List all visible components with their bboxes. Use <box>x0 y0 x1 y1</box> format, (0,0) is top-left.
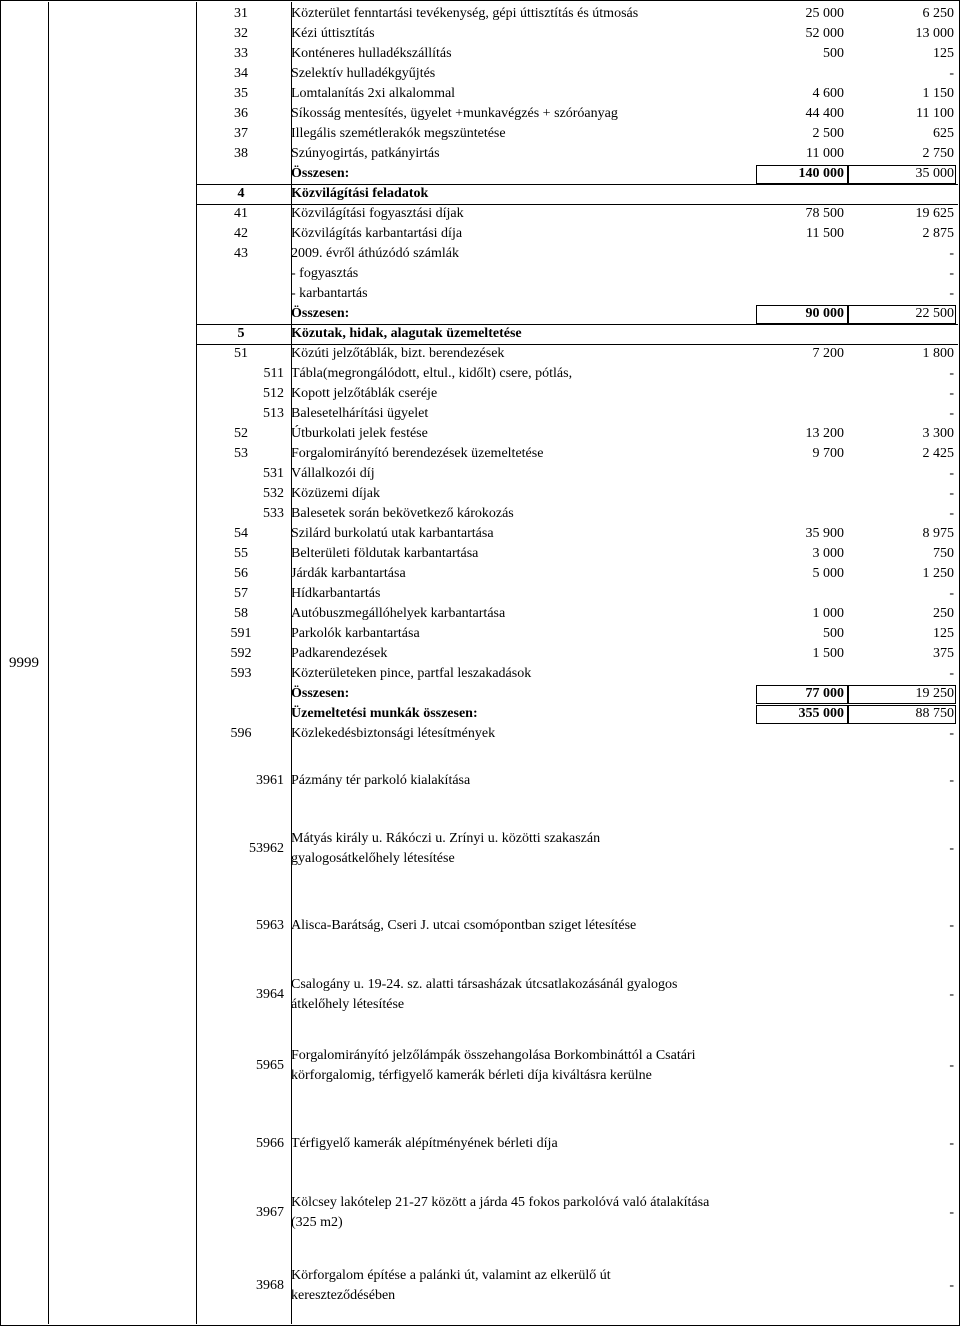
row-number: 592 <box>230 646 252 661</box>
value-box <box>756 305 848 324</box>
project-number: 3964 <box>256 986 284 1002</box>
value-total: 2 500 <box>812 126 844 141</box>
row-number: 513 <box>263 406 284 421</box>
row-description: Közterületeken pince, partfal leszakadások <box>291 666 532 681</box>
value-total: 13 200 <box>805 426 844 441</box>
project-row <box>196 911 958 941</box>
row-number: 58 <box>234 606 248 621</box>
value-quarter: - <box>949 386 954 401</box>
row-description: Forgalomirányító berendezések üzemeltetése <box>291 446 544 461</box>
value-total: 500 <box>823 46 844 61</box>
table-row <box>196 44 958 64</box>
row-description: Balesetelhárítási ügyelet <box>291 406 429 421</box>
value-quarter: - <box>949 466 954 481</box>
table-row <box>196 344 958 364</box>
value-quarter: 125 <box>933 46 954 61</box>
value-quarter: - <box>949 773 954 788</box>
row-description: Közutak, hidak, alagutak üzemeltetése <box>291 326 522 341</box>
value-quarter: 1 250 <box>922 566 954 581</box>
table-row <box>196 444 958 464</box>
row-description: 2009. évről áthúzódó számlák <box>291 246 459 261</box>
value-quarter: 2 875 <box>922 226 954 241</box>
value-quarter: 13 000 <box>915 26 954 41</box>
value-total: 11 000 <box>806 146 844 161</box>
value-quarter: - <box>949 1136 954 1151</box>
table-row <box>196 524 958 544</box>
row-description: Összesen: <box>291 166 350 181</box>
value-total: 9 700 <box>812 446 844 461</box>
project-row <box>196 1190 958 1235</box>
value-quarter: - <box>949 66 954 81</box>
row-description: Közüzemi díjak <box>291 486 381 501</box>
value-total: 35 900 <box>805 526 844 541</box>
row-description: Konténeres hulladékszállítás <box>291 46 452 61</box>
row-number: 596 <box>230 726 252 741</box>
row-number: 57 <box>234 586 248 601</box>
row-number: 34 <box>234 66 248 81</box>
table-row <box>196 184 958 204</box>
value-quarter: - <box>949 840 954 856</box>
row-description: Kopott jelzőtáblák cseréje <box>291 386 438 401</box>
value-quarter: - <box>949 266 954 281</box>
value-total: 1 500 <box>812 646 844 661</box>
table-row <box>196 24 958 44</box>
value-total: 1 000 <box>812 606 844 621</box>
table-row <box>196 284 958 304</box>
value-quarter: - <box>949 986 954 1002</box>
project-row <box>196 1036 958 1096</box>
row-description: Üzemeltetési munkák összesen: <box>291 706 478 721</box>
row-description: Összesen: <box>291 306 350 321</box>
value-total: 25 000 <box>805 6 844 21</box>
row-description: Útburkolati jelek festése <box>291 426 428 441</box>
row-description: Balesetek során bekövetkező károkozás <box>291 506 514 521</box>
row-number: 43 <box>234 246 248 261</box>
row-description: Közúti jelzőtáblák, bizt. berendezések <box>291 346 505 361</box>
value-quarter: 1 800 <box>922 346 954 361</box>
row-number: 37 <box>234 126 248 141</box>
project-number: 3967 <box>256 1204 284 1220</box>
row-number: 4 <box>237 186 245 201</box>
value-box <box>756 685 848 704</box>
table-row <box>196 424 958 444</box>
row-description: - fogyasztás <box>291 266 359 281</box>
table-row <box>196 504 958 524</box>
value-total: 90 000 <box>805 306 844 321</box>
table-row <box>196 124 958 144</box>
value-quarter: 125 <box>933 626 954 641</box>
row-description: Hídkarbantartás <box>291 586 381 601</box>
value-quarter: - <box>949 486 954 501</box>
value-box <box>848 165 956 184</box>
row-number: 531 <box>263 466 284 481</box>
value-total: 11 500 <box>806 226 844 241</box>
row-description: Lomtalanítás 2xi alkalommal <box>291 86 456 101</box>
value-total: 7 200 <box>812 346 844 361</box>
value-quarter: - <box>949 366 954 381</box>
value-quarter: 2 750 <box>922 146 954 161</box>
project-row <box>196 826 958 871</box>
row-number: 36 <box>234 106 248 121</box>
value-quarter: 8 975 <box>922 526 954 541</box>
table-row <box>196 464 958 484</box>
row-number: 42 <box>234 226 248 241</box>
table-row <box>196 324 958 344</box>
row-number: 512 <box>263 386 284 401</box>
row-number: 511 <box>263 366 284 381</box>
value-total: 78 500 <box>805 206 844 221</box>
table-row <box>196 264 958 284</box>
column-divider <box>48 2 49 1324</box>
value-quarter: 750 <box>933 546 954 561</box>
value-quarter: 625 <box>933 126 954 141</box>
value-quarter: 1 150 <box>922 86 954 101</box>
value-quarter: 22 500 <box>915 306 954 321</box>
value-total: 355 000 <box>798 706 844 721</box>
row-description: Szelektív hulladékgyűjtés <box>291 66 436 81</box>
row-description: Közvilágítási fogyasztási díjak <box>291 206 464 221</box>
project-description: Mátyás király u. Rákóczi u. Zrínyi u. közötti szakaszán gyalogosátkelőhely létesítése <box>291 830 601 866</box>
row-description: Összesen: <box>291 686 350 701</box>
row-description: - karbantartás <box>291 286 368 301</box>
value-box <box>756 165 848 184</box>
row-description: Tábla(megrongálódott, eltul., kidőlt) csere, pótlás, <box>291 366 573 381</box>
project-row <box>196 1129 958 1159</box>
row-number: 31 <box>234 6 248 21</box>
value-quarter: 19 250 <box>915 686 954 701</box>
row-description: Kézi úttisztítás <box>291 26 375 41</box>
project-description: Körforgalom építése a palánki út, valamint az elkerülő út kereszteződésében <box>291 1267 611 1303</box>
table-row <box>196 724 958 744</box>
project-number: 53962 <box>249 840 284 856</box>
value-total: 77 000 <box>805 686 844 701</box>
value-quarter: - <box>949 246 954 261</box>
table-row <box>196 4 958 24</box>
row-description: Közvilágítási feladatok <box>291 186 429 201</box>
value-total: 44 400 <box>805 106 844 121</box>
row-description: Szúnyogirtás, patkányirtás <box>291 146 440 161</box>
project-number: 3961 <box>256 773 284 788</box>
value-quarter: - <box>949 506 954 521</box>
table-row <box>196 64 958 84</box>
value-quarter: - <box>949 666 954 681</box>
section-line <box>196 324 958 325</box>
table-row <box>196 364 958 384</box>
table-row <box>196 644 958 664</box>
value-quarter: 11 100 <box>916 106 954 121</box>
table-row <box>196 244 958 264</box>
row-number: 591 <box>230 626 252 641</box>
row-number: 53 <box>234 446 248 461</box>
value-total: 3 000 <box>812 546 844 561</box>
value-total: 500 <box>823 626 844 641</box>
value-total: 5 000 <box>812 566 844 581</box>
value-quarter: - <box>949 1277 954 1293</box>
row-number: 533 <box>263 506 284 521</box>
value-quarter: 88 750 <box>915 706 954 721</box>
project-number: 5965 <box>256 1058 284 1073</box>
row-description: Belterületi földutak karbantartása <box>291 546 479 561</box>
value-quarter: - <box>949 406 954 421</box>
row-description: Szilárd burkolatú utak karbantartása <box>291 526 494 541</box>
value-quarter: - <box>949 726 954 741</box>
value-total: 52 000 <box>805 26 844 41</box>
project-number: 5963 <box>256 918 284 933</box>
table-row <box>196 664 958 684</box>
project-number: 3968 <box>256 1277 284 1293</box>
table-row <box>196 584 958 604</box>
value-quarter: - <box>949 1204 954 1220</box>
section-line <box>196 184 958 185</box>
row-description: Járdák karbantartása <box>291 566 406 581</box>
value-quarter: 250 <box>933 606 954 621</box>
row-number: 56 <box>234 566 248 581</box>
row-description: Parkolók karbantartása <box>291 626 420 641</box>
table-row <box>196 404 958 424</box>
row-number: 5 <box>237 326 245 341</box>
row-number: 38 <box>234 146 248 161</box>
value-quarter: 19 625 <box>915 206 954 221</box>
row-number: 52 <box>234 426 248 441</box>
side-code: 9999 <box>9 654 39 671</box>
value-quarter: 6 250 <box>922 6 954 21</box>
row-description: Közvilágítás karbantartási díja <box>291 226 463 241</box>
value-quarter: 2 425 <box>922 446 954 461</box>
value-quarter: - <box>949 586 954 601</box>
value-box <box>848 685 956 704</box>
row-number: 51 <box>234 346 248 361</box>
table-row <box>196 144 958 164</box>
table-row <box>196 604 958 624</box>
value-quarter: - <box>949 1058 954 1073</box>
row-number: 532 <box>263 486 284 501</box>
table-row <box>196 224 958 244</box>
table-row <box>196 104 958 124</box>
value-box <box>848 705 956 724</box>
table-row <box>196 384 958 404</box>
value-quarter: 3 300 <box>922 426 954 441</box>
table-row <box>196 544 958 564</box>
table-row <box>196 624 958 644</box>
project-description: Pázmány tér parkoló kialakítása <box>291 773 471 788</box>
table-row <box>196 204 958 224</box>
row-description: Illegális szemétlerakók megszüntetése <box>291 126 506 141</box>
table-row <box>196 564 958 584</box>
row-number: 55 <box>234 546 248 561</box>
project-description: Kölcsey lakótelep 21-27 között a járda 45 fokos parkolóvá való átalakítása (325 m2) <box>291 1194 710 1230</box>
project-description: Alisca-Barátság, Cseri J. utcai csomópontban sziget létesítése <box>291 918 637 933</box>
value-box <box>756 705 848 724</box>
value-quarter: - <box>949 918 954 933</box>
row-number: 32 <box>234 26 248 41</box>
project-description: Forgalomirányító jelzőlámpák összehangolása Borkombináttól a Csatári körforgalomig, térfigyelő kamerák bérleti díja kiváltásra kerülne <box>291 1048 696 1083</box>
project-row <box>196 972 958 1017</box>
row-description: Közlekedésbiztonsági létesítmények <box>291 726 496 741</box>
value-quarter: 375 <box>933 646 954 661</box>
project-number: 5966 <box>256 1136 284 1151</box>
row-description: Padkarendezések <box>291 646 388 661</box>
row-number: 54 <box>234 526 248 541</box>
value-quarter: 35 000 <box>915 166 954 181</box>
project-row <box>196 766 958 796</box>
value-total: 4 600 <box>812 86 844 101</box>
row-description: Autóbuszmegállóhelyek karbantartása <box>291 606 506 621</box>
table-row <box>196 84 958 104</box>
row-number: 33 <box>234 46 248 61</box>
row-description: Síkosság mentesítés, ügyelet +munkavégzés + szóróanyag <box>291 106 618 121</box>
row-number: 41 <box>234 206 248 221</box>
project-description: Csalogány u. 19-24. sz. alatti társasházak útcsatlakozásánál gyalogos átkelőhely létesítése <box>291 976 678 1012</box>
project-description: Térfigyelő kamerák alépítményének bérleti díja <box>291 1136 558 1151</box>
value-box <box>848 305 956 324</box>
row-number: 35 <box>234 86 248 101</box>
project-row <box>196 1263 958 1308</box>
row-description: Vállalkozói díj <box>291 466 375 481</box>
table-row <box>196 484 958 504</box>
value-quarter: - <box>949 286 954 301</box>
row-description: Közterület fenntartási tevékenység, gépi úttisztítás és útmosás <box>291 6 639 21</box>
value-total: 140 000 <box>798 166 844 181</box>
row-number: 593 <box>230 666 252 681</box>
